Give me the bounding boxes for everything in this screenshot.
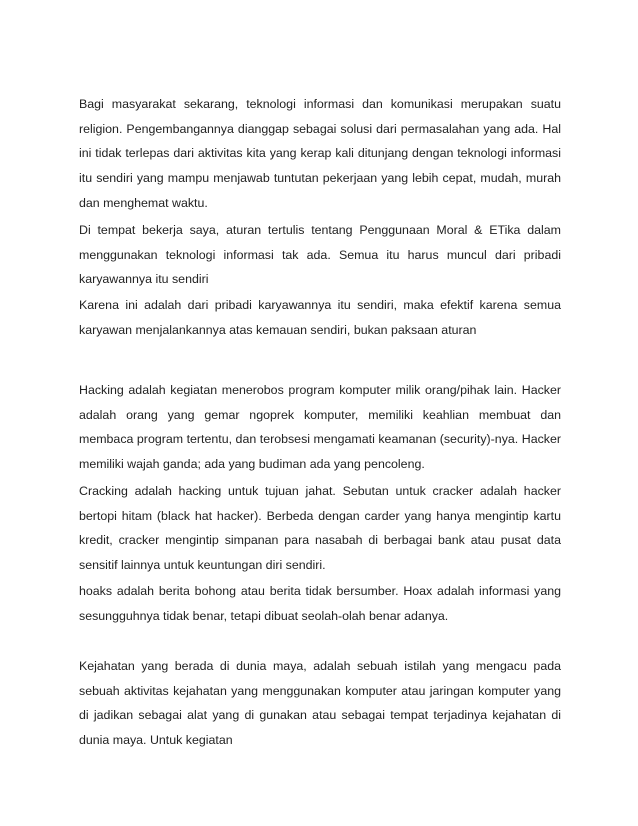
paragraph-effectiveness: Karena ini adalah dari pribadi karyawannya itu sendiri, maka efektif karena semua karyawan menjalankannya atas kemauan sendiri, bukan paksaan aturan: [79, 298, 561, 337]
paragraph-cracking: Cracking adalah hacking untuk tujuan jahat. Sebutan untuk cracker adalah hacker bertopi hitam (black hat hacker). Berbeda dengan carder yang hanya mengintip kartu kredit, cracker mengintip simpanan para nasabah di berbagai bank atau pusat data sensitif lainnya untuk keuntungan diri sendiri.: [79, 484, 561, 573]
paragraph-technology-religion: Bagi masyarakat sekarang, teknologi informasi dan komunikasi merupakan suatu religion. Pengembangannya dianggap sebagai solusi dari permasalahan yang ada. Hal ini tidak terlepas dari aktivitas kita yang kerap kali ditunjang dengan teknologi informasi itu sendiri yang mampu menjawab tuntutan pekerjaan yang lebih cepat, mudah, murah dan menghemat waktu.: [79, 97, 561, 210]
paragraph-cybercrime: Kejahatan yang berada di dunia maya, adalah sebuah istilah yang mengacu pada sebuah aktivitas kejahatan yang menggunakan komputer atau jaringan komputer yang di jadikan sebagai alat yang di gunakan atau sebagai tempat terjadinya kejahatan di dunia maya. Untuk kegiatan: [79, 659, 561, 748]
paragraph-hoax: hoaks adalah berita bohong atau berita tidak bersumber. Hoax adalah informasi yang sesungguhnya tidak benar, tetapi dibuat seolah-olah benar adanya.: [79, 584, 561, 623]
paragraph-hacking: Hacking adalah kegiatan menerobos program komputer milik orang/pihak lain. Hacker adalah orang yang gemar ngoprek komputer, memiliki keahlian membuat dan membaca program tertentu, dan terobsesi mengamati keamanan (security)-nya. Hacker memiliki wajah ganda; ada yang budiman ada yang pencoleng.: [79, 383, 561, 472]
paragraph-workplace-rules: Di tempat bekerja saya, aturan tertulis tentang Penggunaan Moral & ETika dalam menggunakan teknologi informasi tak ada. Semua itu harus muncul dari pribadi karyawannya itu sendiri: [79, 223, 561, 287]
